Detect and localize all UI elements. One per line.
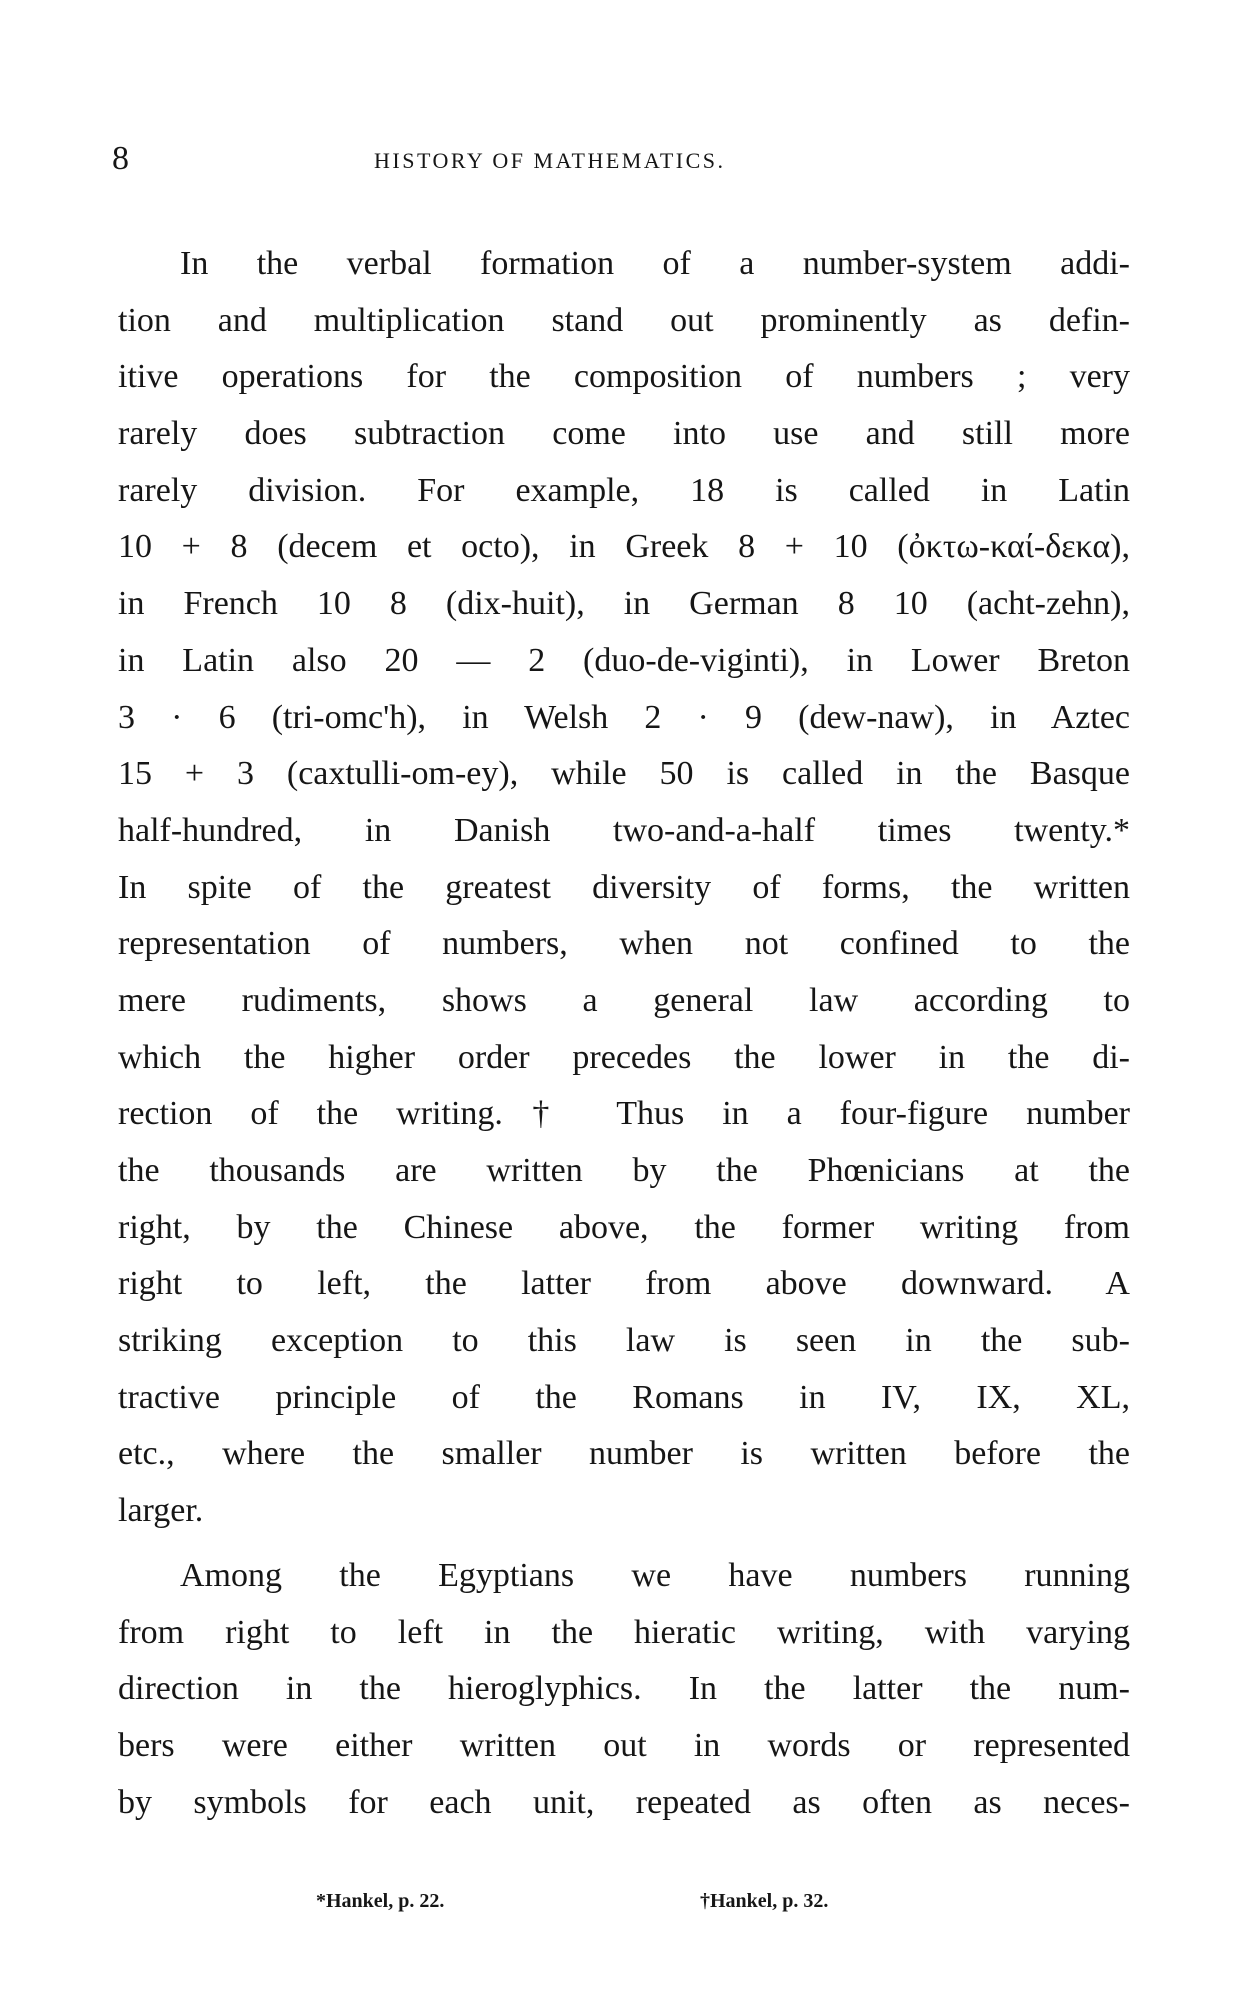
- text-line: in Latin also 20 — 2 (duo-de-viginti), in Lower Breton: [118, 641, 1130, 679]
- text-line: etc., where the smaller number is written before the: [118, 1435, 1130, 1473]
- page-header: [112, 140, 1132, 190]
- text-line: rarely division. For example, 18 is called in Latin: [118, 471, 1130, 509]
- text-line: right to left, the latter from above downward. A: [118, 1265, 1130, 1303]
- text-line: itive operations for the composition of numbers ; very: [118, 358, 1130, 396]
- text-line: half-hundred, in Danish two-and-a-half times twenty.*: [118, 811, 1130, 849]
- running-head: HISTORY OF MATHEMATICS.: [374, 148, 726, 173]
- text-line: tion and multiplication stand out prominently as defin-: [118, 301, 1130, 339]
- text-line: Among the Egyptians we have numbers running: [180, 1556, 1130, 1594]
- text-line: direction in the hieroglyphics. In the latter the num-: [118, 1670, 1130, 1708]
- text-line: rarely does subtraction come into use and still more: [118, 415, 1130, 453]
- paragraph-2: [118, 1548, 1130, 1831]
- text-line: the thousands are written by the Phœnicians at the: [118, 1152, 1130, 1189]
- paragraph-1: [118, 236, 1130, 1540]
- text-line: larger.: [118, 1492, 204, 1530]
- text-line: from right to left in the hieratic writing, with varying: [118, 1613, 1130, 1651]
- text-line: representation of numbers, when not confined to the: [118, 925, 1130, 963]
- page-number: 8: [112, 140, 129, 177]
- text-line: 3 · 6 (tri-omc'h), in Welsh 2 · 9 (dew-naw), in Aztec: [118, 698, 1130, 736]
- footnote-1: *Hankel, p. 22.: [316, 1890, 445, 1912]
- paragraph-gap: [118, 1540, 1130, 1548]
- text-line: 10 + 8 (decem et octo), in Greek 8 + 10 (ὀκτω-καί-δεκα),: [118, 528, 1130, 566]
- text-line: striking exception to this law is seen in the sub-: [118, 1322, 1130, 1360]
- text-line: In spite of the greatest diversity of forms, the written: [118, 868, 1130, 906]
- text-line: right, by the Chinese above, the former writing from: [118, 1208, 1130, 1246]
- text-line: rection of the writing.† Thus in a four-figure number: [118, 1095, 1130, 1133]
- text-line: which the higher order precedes the lower in the di-: [118, 1038, 1130, 1076]
- text-line: In the verbal formation of a number-system addi-: [180, 245, 1130, 282]
- text-line: bers were either written out in words or represented: [118, 1726, 1130, 1764]
- text-line: by symbols for each unit, repeated as often as neces-: [118, 1783, 1130, 1821]
- text-line: mere rudiments, shows a general law according to: [118, 981, 1130, 1019]
- text-line: in French 10 8 (dix-huit), in German 8 10 (acht-zehn),: [118, 585, 1130, 623]
- text-line: tractive principle of the Romans in IV, IX, XL,: [118, 1378, 1130, 1416]
- footnote-2: †Hankel, p. 32.: [700, 1890, 829, 1912]
- body-text: [118, 236, 1130, 1831]
- text-line: 15 + 3 (caxtulli-om-ey), while 50 is called in the Basque: [118, 755, 1130, 793]
